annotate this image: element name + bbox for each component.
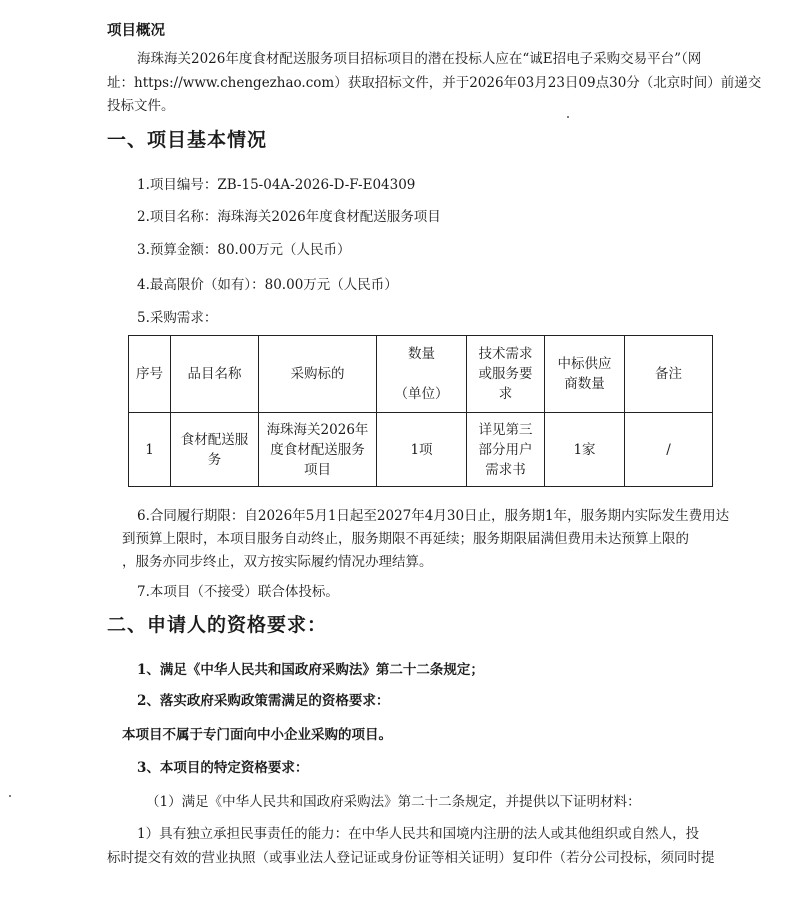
procurement-needs-label: 5.采购需求：: [137, 310, 218, 326]
table-cell: 食材配送服 务: [171, 413, 259, 487]
contract-period-line-3: ，服务亦同步终止，双方按实际履约情况办理结算。: [122, 554, 433, 570]
section-1-heading: 一、项目基本情况: [107, 129, 268, 151]
table-cell: 1家: [545, 413, 625, 487]
max-price: 4.最高限价（如有）：80.00万元（人民币）: [137, 277, 398, 293]
requirement-1: 1、满足《中华人民共和国政府采购法》第二十二条规定；: [137, 662, 484, 678]
requirement-3-sub-1-1-line-1: 1）具有独立承担民事责任的能力：在中华人民共和国境内注册的法人或其他组织或自然人，投: [137, 826, 700, 842]
overview-paragraph-line-2: 址：https://www.chengezhao.com）获取招标文件，并于2026年03月23日09点30分（北京时间）前递交: [107, 75, 762, 91]
overview-heading: 项目概况: [107, 22, 165, 39]
table-header-row: [129, 336, 713, 413]
requirement-3-sub-1-1-line-2: 标时提交有效的营业执照（或事业法人登记证或身份证等相关证明）复印件（若分公司投标，须同时提: [107, 850, 715, 866]
header-cell: 数量 （单位）: [377, 336, 467, 413]
overview-paragraph-line-3: 投标文件。: [107, 98, 175, 114]
scan-speck: [9, 795, 11, 797]
scan-speck: [567, 116, 569, 118]
requirement-2-note: 本项目不属于专门面向中小企业采购的项目。: [122, 727, 392, 743]
budget-amount: 3.预算金额：80.00万元（人民币）: [137, 242, 351, 258]
table-cell: 1: [129, 413, 171, 487]
contract-period-line-1: 6.合同履行期限：自2026年5月1日起至2027年4月30日止，服务期1年，服务期内实际发生费用达: [137, 508, 730, 524]
table-cell: /: [625, 413, 713, 487]
overview-paragraph-line-1: 海珠海关2026年度食材配送服务项目招标项目的潜在投标人应在“诚E招电子采购交易平台”（网: [137, 51, 702, 67]
table-cell: 海珠海关2026年 度食材配送服务 项目: [259, 413, 377, 487]
project-number: 1.项目编号：ZB-15-04A-2026-D-F-E04309: [137, 177, 416, 193]
header-cell: 备注: [625, 336, 713, 413]
requirement-2: 2、落实政府采购政策需满足的资格要求：: [137, 693, 390, 709]
table-cell: 详见第三 部分用户 需求书: [467, 413, 545, 487]
requirement-3-sub-1: （1）满足《中华人民共和国政府采购法》第二十二条规定，并提供以下证明材料：: [146, 794, 641, 810]
section-2-heading: 二、申请人的资格要求：: [107, 614, 328, 636]
table-row: [129, 413, 713, 487]
requirement-3: 3、本项目的特定资格要求：: [137, 760, 309, 776]
header-cell: 品目名称: [171, 336, 259, 413]
contract-period-line-2: 到预算上限时，本项目服务自动终止，服务期限不再延续；服务期限届满但费用未达预算上限的: [122, 531, 689, 547]
header-cell: 技术需求 或服务要 求: [467, 336, 545, 413]
header-cell: 序号: [129, 336, 171, 413]
header-cell: 采购标的: [259, 336, 377, 413]
consortium-bidding: 7.本项目（不接受）联合体投标。: [137, 584, 339, 600]
project-name: 2.项目名称：海珠海关2026年度食材配送服务项目: [137, 209, 441, 225]
header-cell: 中标供应 商数量: [545, 336, 625, 413]
procurement-table: [128, 335, 713, 487]
table-cell: 1项: [377, 413, 467, 487]
